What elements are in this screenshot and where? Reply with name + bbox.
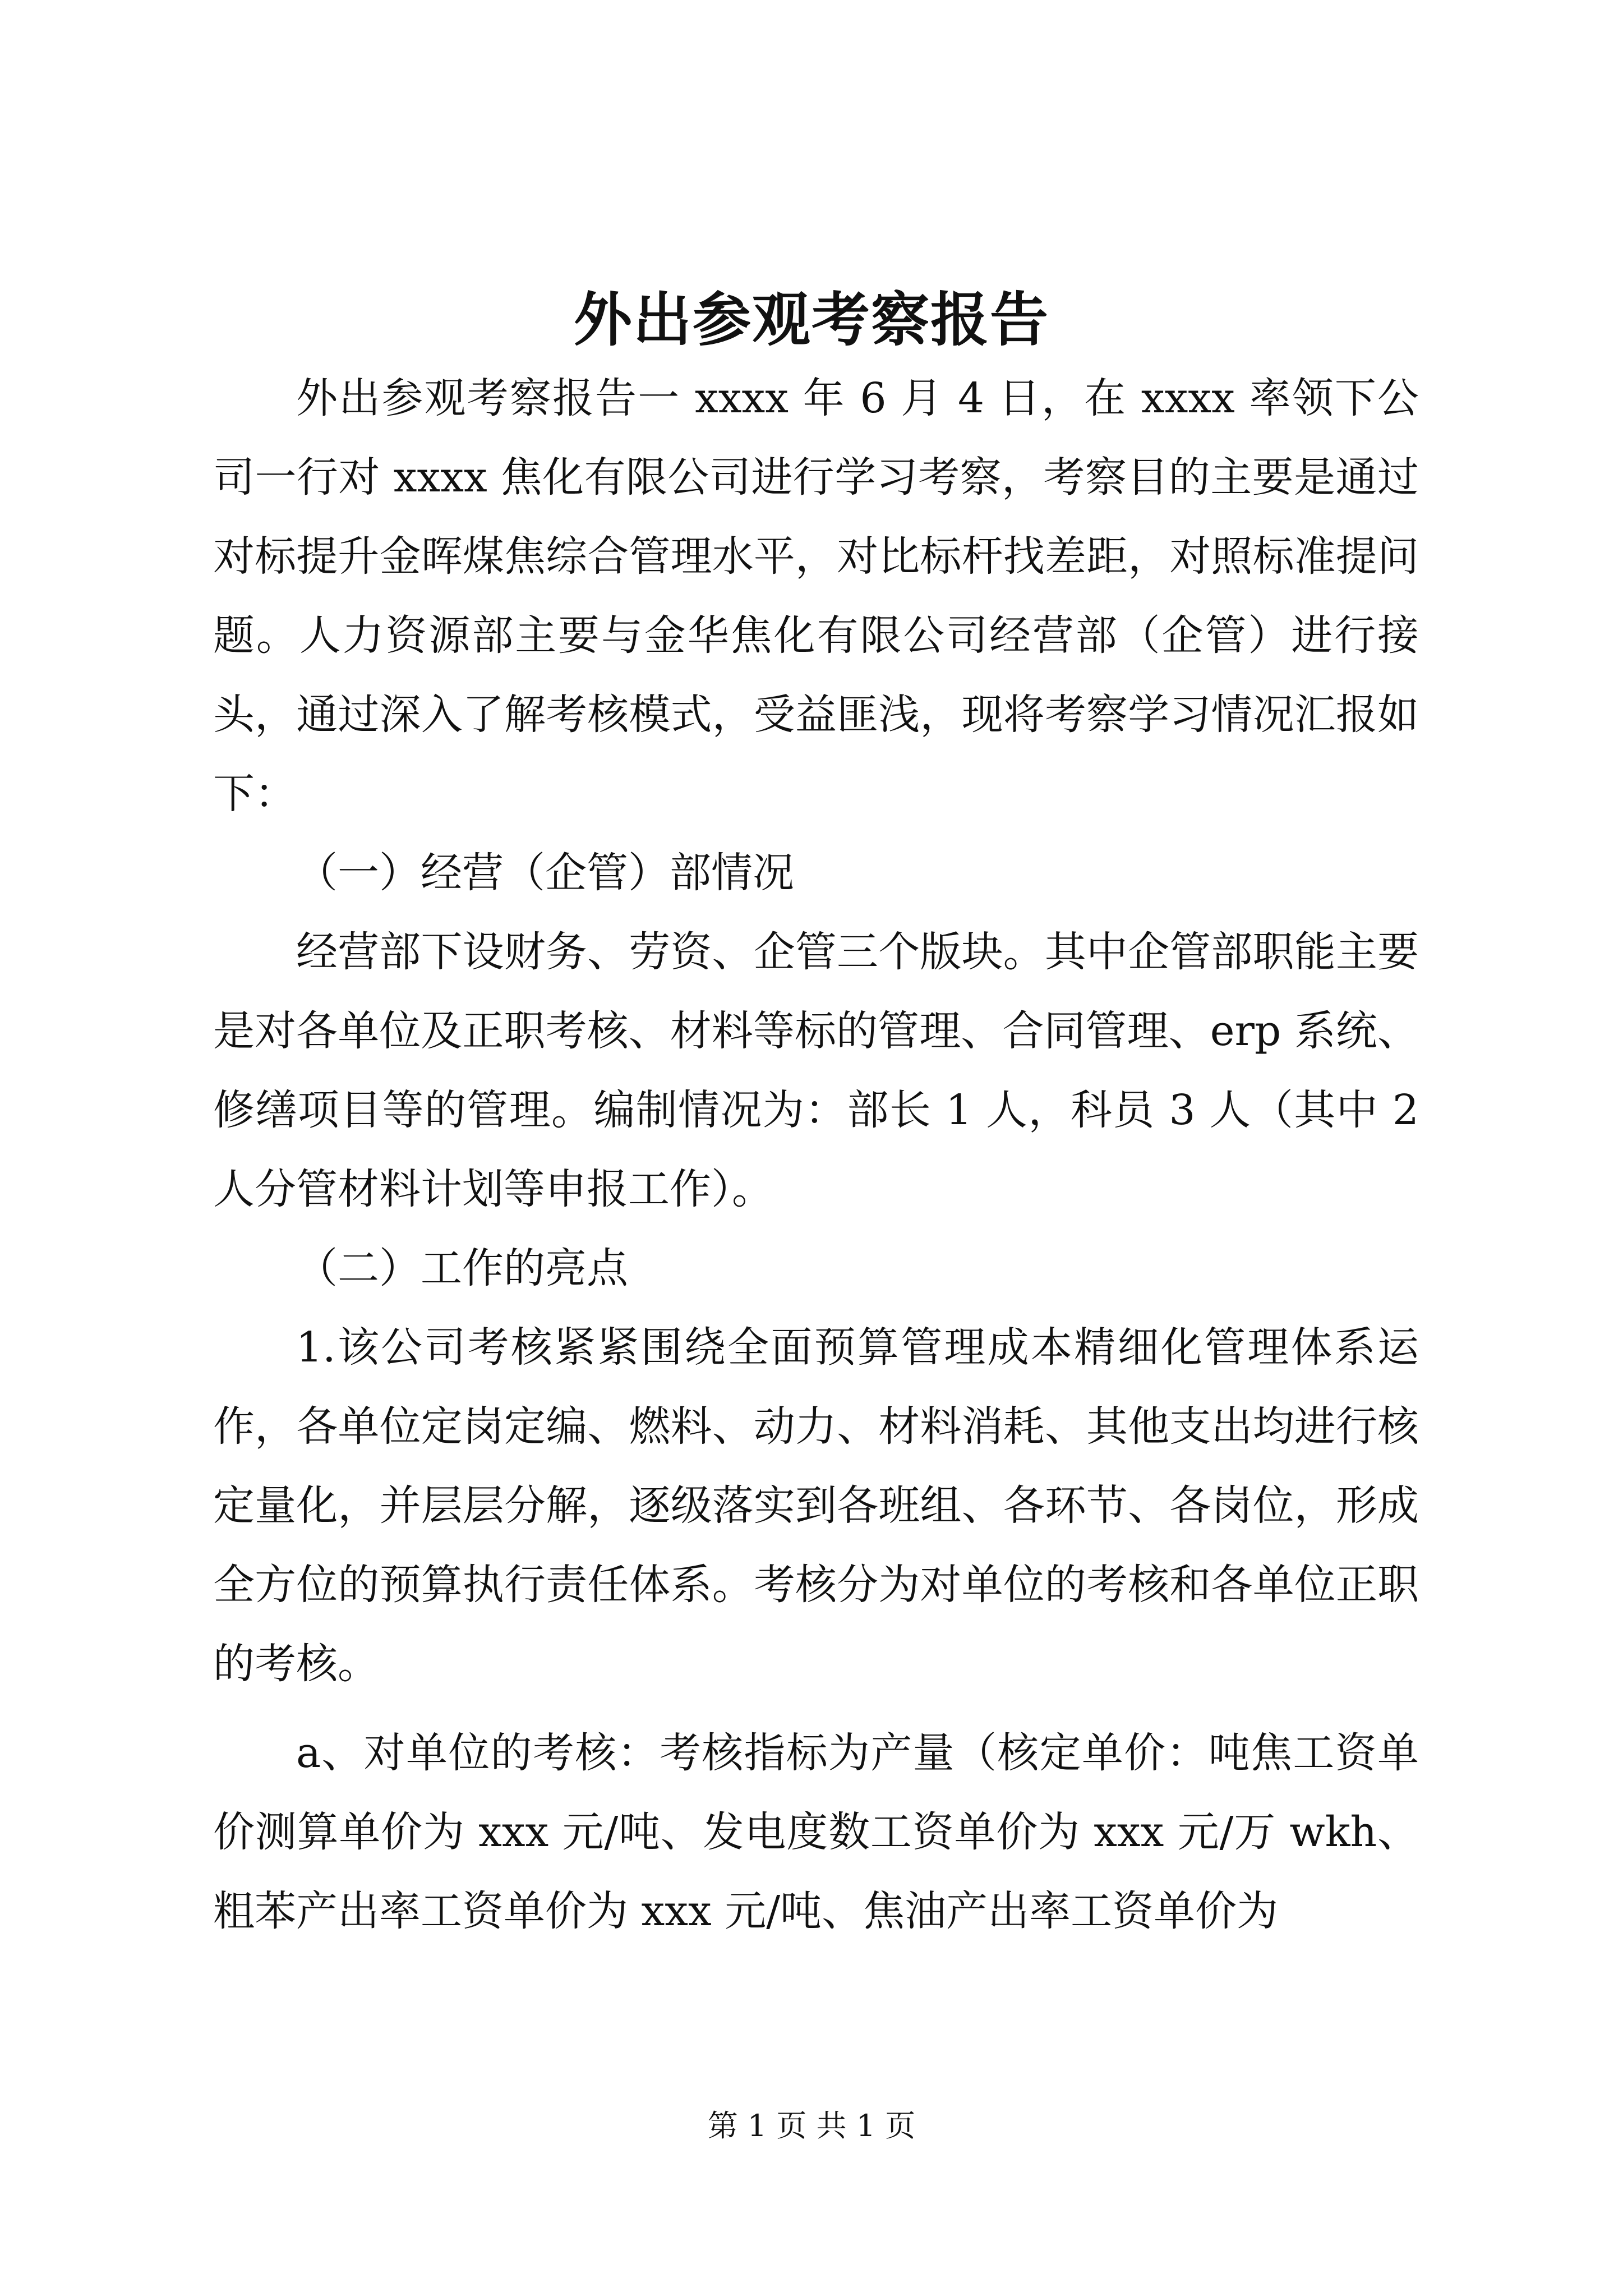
paragraph-intro: 外出参观考察报告一 xxxx 年 6 月 4 日，在 xxxx 率领下公司一行对 xxxx 焦化有限公司进行学习考察，考察目的主要是通过对标提升金晖煤焦综合管理水平，对比标杆找差距，对照标准提问题。人力资源部主要与金华焦化有限公司经营部（企管）进行接头，通过深入了解考核模式，受益匪浅，现将考察学习情况汇报如下： [213, 374, 1419, 818]
document-body [213, 359, 1419, 1951]
paragraph-department: 经营部下设财务、劳资、企管三个版块。其中企管部职能主要是对各单位及正职考核、材料等标的管理、合同管理、erp 系统、修缮项目等的管理。编制情况为：部长 1 人，科员 3 人（其中 2 人分管材料计划等申报工作）。 [213, 928, 1419, 1213]
page-number-footer: 第 1 页 共 1 页 [707, 2108, 916, 2143]
section-heading-1: （一）经营（企管）部情况 [296, 849, 794, 897]
document-title: 外出参观考察报告 [573, 285, 1049, 354]
paragraph-highlight-1: 1.该公司考核紧紧围绕全面预算管理成本精细化管理体系运作，各单位定岗定编、燃料、动力、材料消耗、其他支出均进行核定量化，并层层分解，逐级落实到各班组、各环节、各岗位，形成全方位的预算执行责任体系。考核分为对单位的考核和各单位正职的考核。 [213, 1323, 1419, 1688]
section-heading-2: （二）工作的亮点 [296, 1244, 628, 1292]
paragraph-unit-assessment: a、对单位的考核：考核指标为产量（核定单价：吨焦工资单价测算单价为 xxx 元/吨、发电度数工资单价为 xxx 元/万 wkh、粗苯产出率工资单价为 xxx 元/吨、焦油产出率工资单价为 [213, 1729, 1419, 1935]
